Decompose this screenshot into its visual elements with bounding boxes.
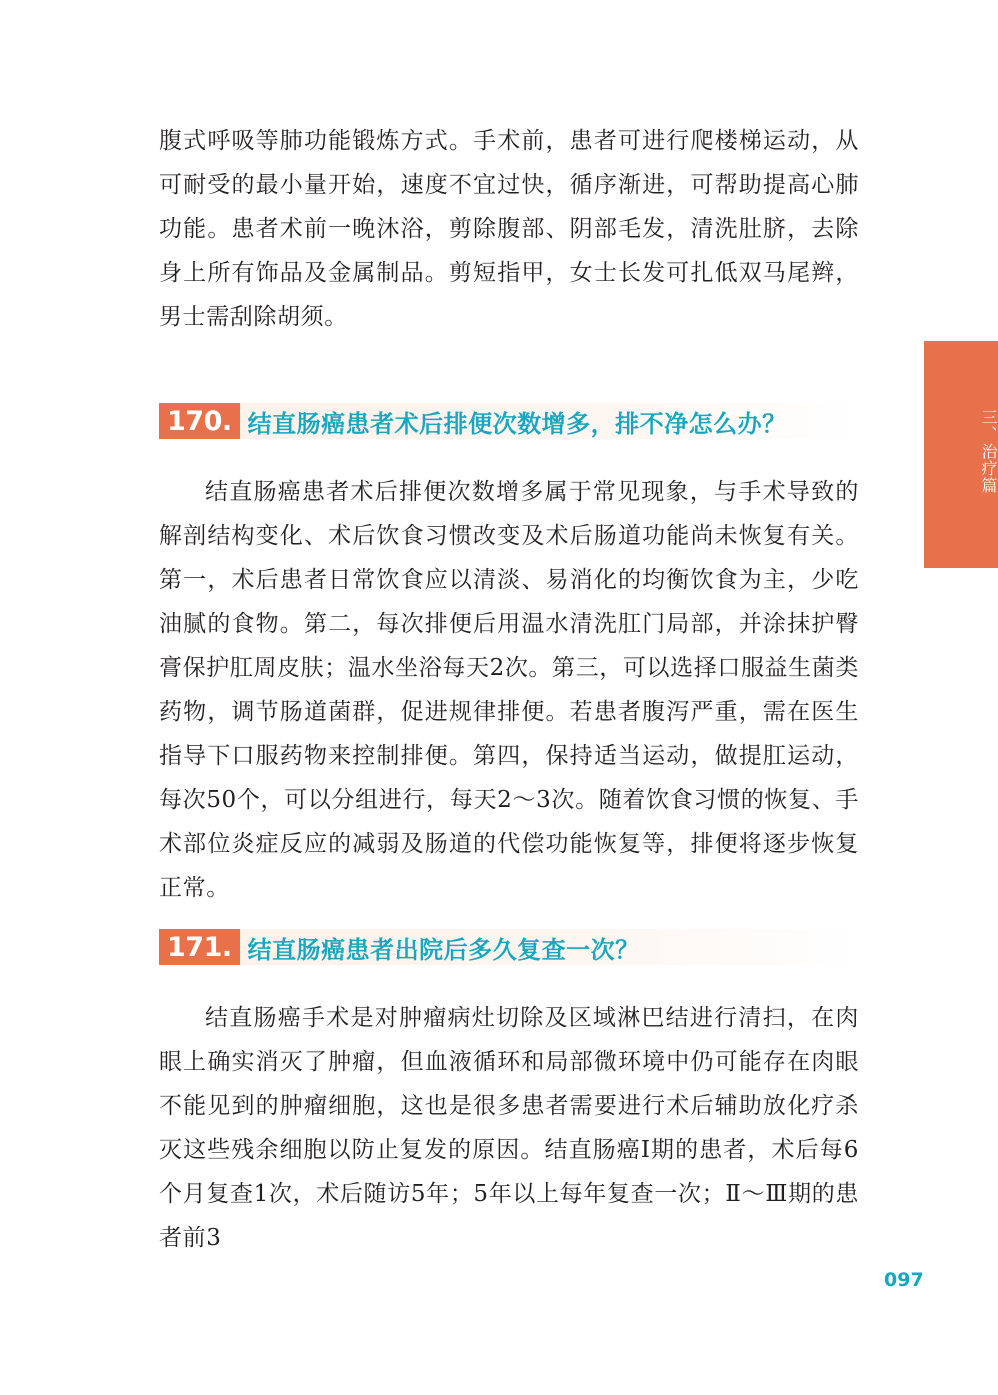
question-heading-171 [159, 929, 859, 965]
chapter-label: 三、治疗篇 [979, 409, 998, 494]
chapter-side-tab [924, 341, 998, 568]
question-heading-170 [159, 403, 859, 439]
question-number: 170. [159, 403, 240, 439]
intro-paragraph: 腹式呼吸等肺功能锻炼方式。手术前，患者可进行爬楼梯运动，从可耐受的最小量开始，速度不宜过快，循序渐进，可帮助提高心肺功能。患者术前一晚沐浴，剪除腹部、阴部毛发，清洗肚脐，去除身上所有饰品及金属制品。剪短指甲，女士长发可扎低双马尾辫，男士需刮除胡须。 [159, 128, 859, 330]
answer-paragraph-171: 结直肠癌手术是对肿瘤病灶切除及区域淋巴结进行清扫，在肉眼上确实消灭了肿瘤，但血液循环和局部微环境中仍可能存在肉眼不能见到的肿瘤细胞，这也是很多患者需要进行术后辅助放化疗杀灭这些残余细胞以防止复发的原因。结直肠癌Ⅰ期的患者，术后每6个月复查1次，术后随访5年；5年以上每年复查一次；Ⅱ～Ⅲ期的患者前3 [159, 1005, 859, 1251]
question-number: 171. [159, 929, 240, 965]
question-title: 结直肠癌患者术后排便次数增多，排不净怎么办？ [247, 409, 787, 438]
answer-paragraph-170: 结直肠癌患者术后排便次数增多属于常见现象，与手术导致的解剖结构变化、术后饮食习惯改变及术后肠道功能尚未恢复有关。第一，术后患者日常饮食应以清淡、易消化的均衡饮食为主，少吃油腻的食物。第二，每次排便后用温水清洗肛门局部，并涂抹护臀膏保护肛周皮肤；温水坐浴每天2次。第三，可以选择口服益生菌类药物，调节肠道菌群，促进规律排便。若患者腹泻严重，需在医生指导下口服药物来控制排便。第四，保持适当运动，做提肛运动，每次50个，可以分组进行，每天2～3次。随着饮食习惯的恢复、手术部位炎症反应的减弱及肠道的代偿功能恢复等，排便将逐步恢复正常。 [159, 479, 859, 901]
question-title: 结直肠癌患者出院后多久复查一次？ [247, 935, 640, 964]
page-number: 097 [884, 1269, 924, 1291]
